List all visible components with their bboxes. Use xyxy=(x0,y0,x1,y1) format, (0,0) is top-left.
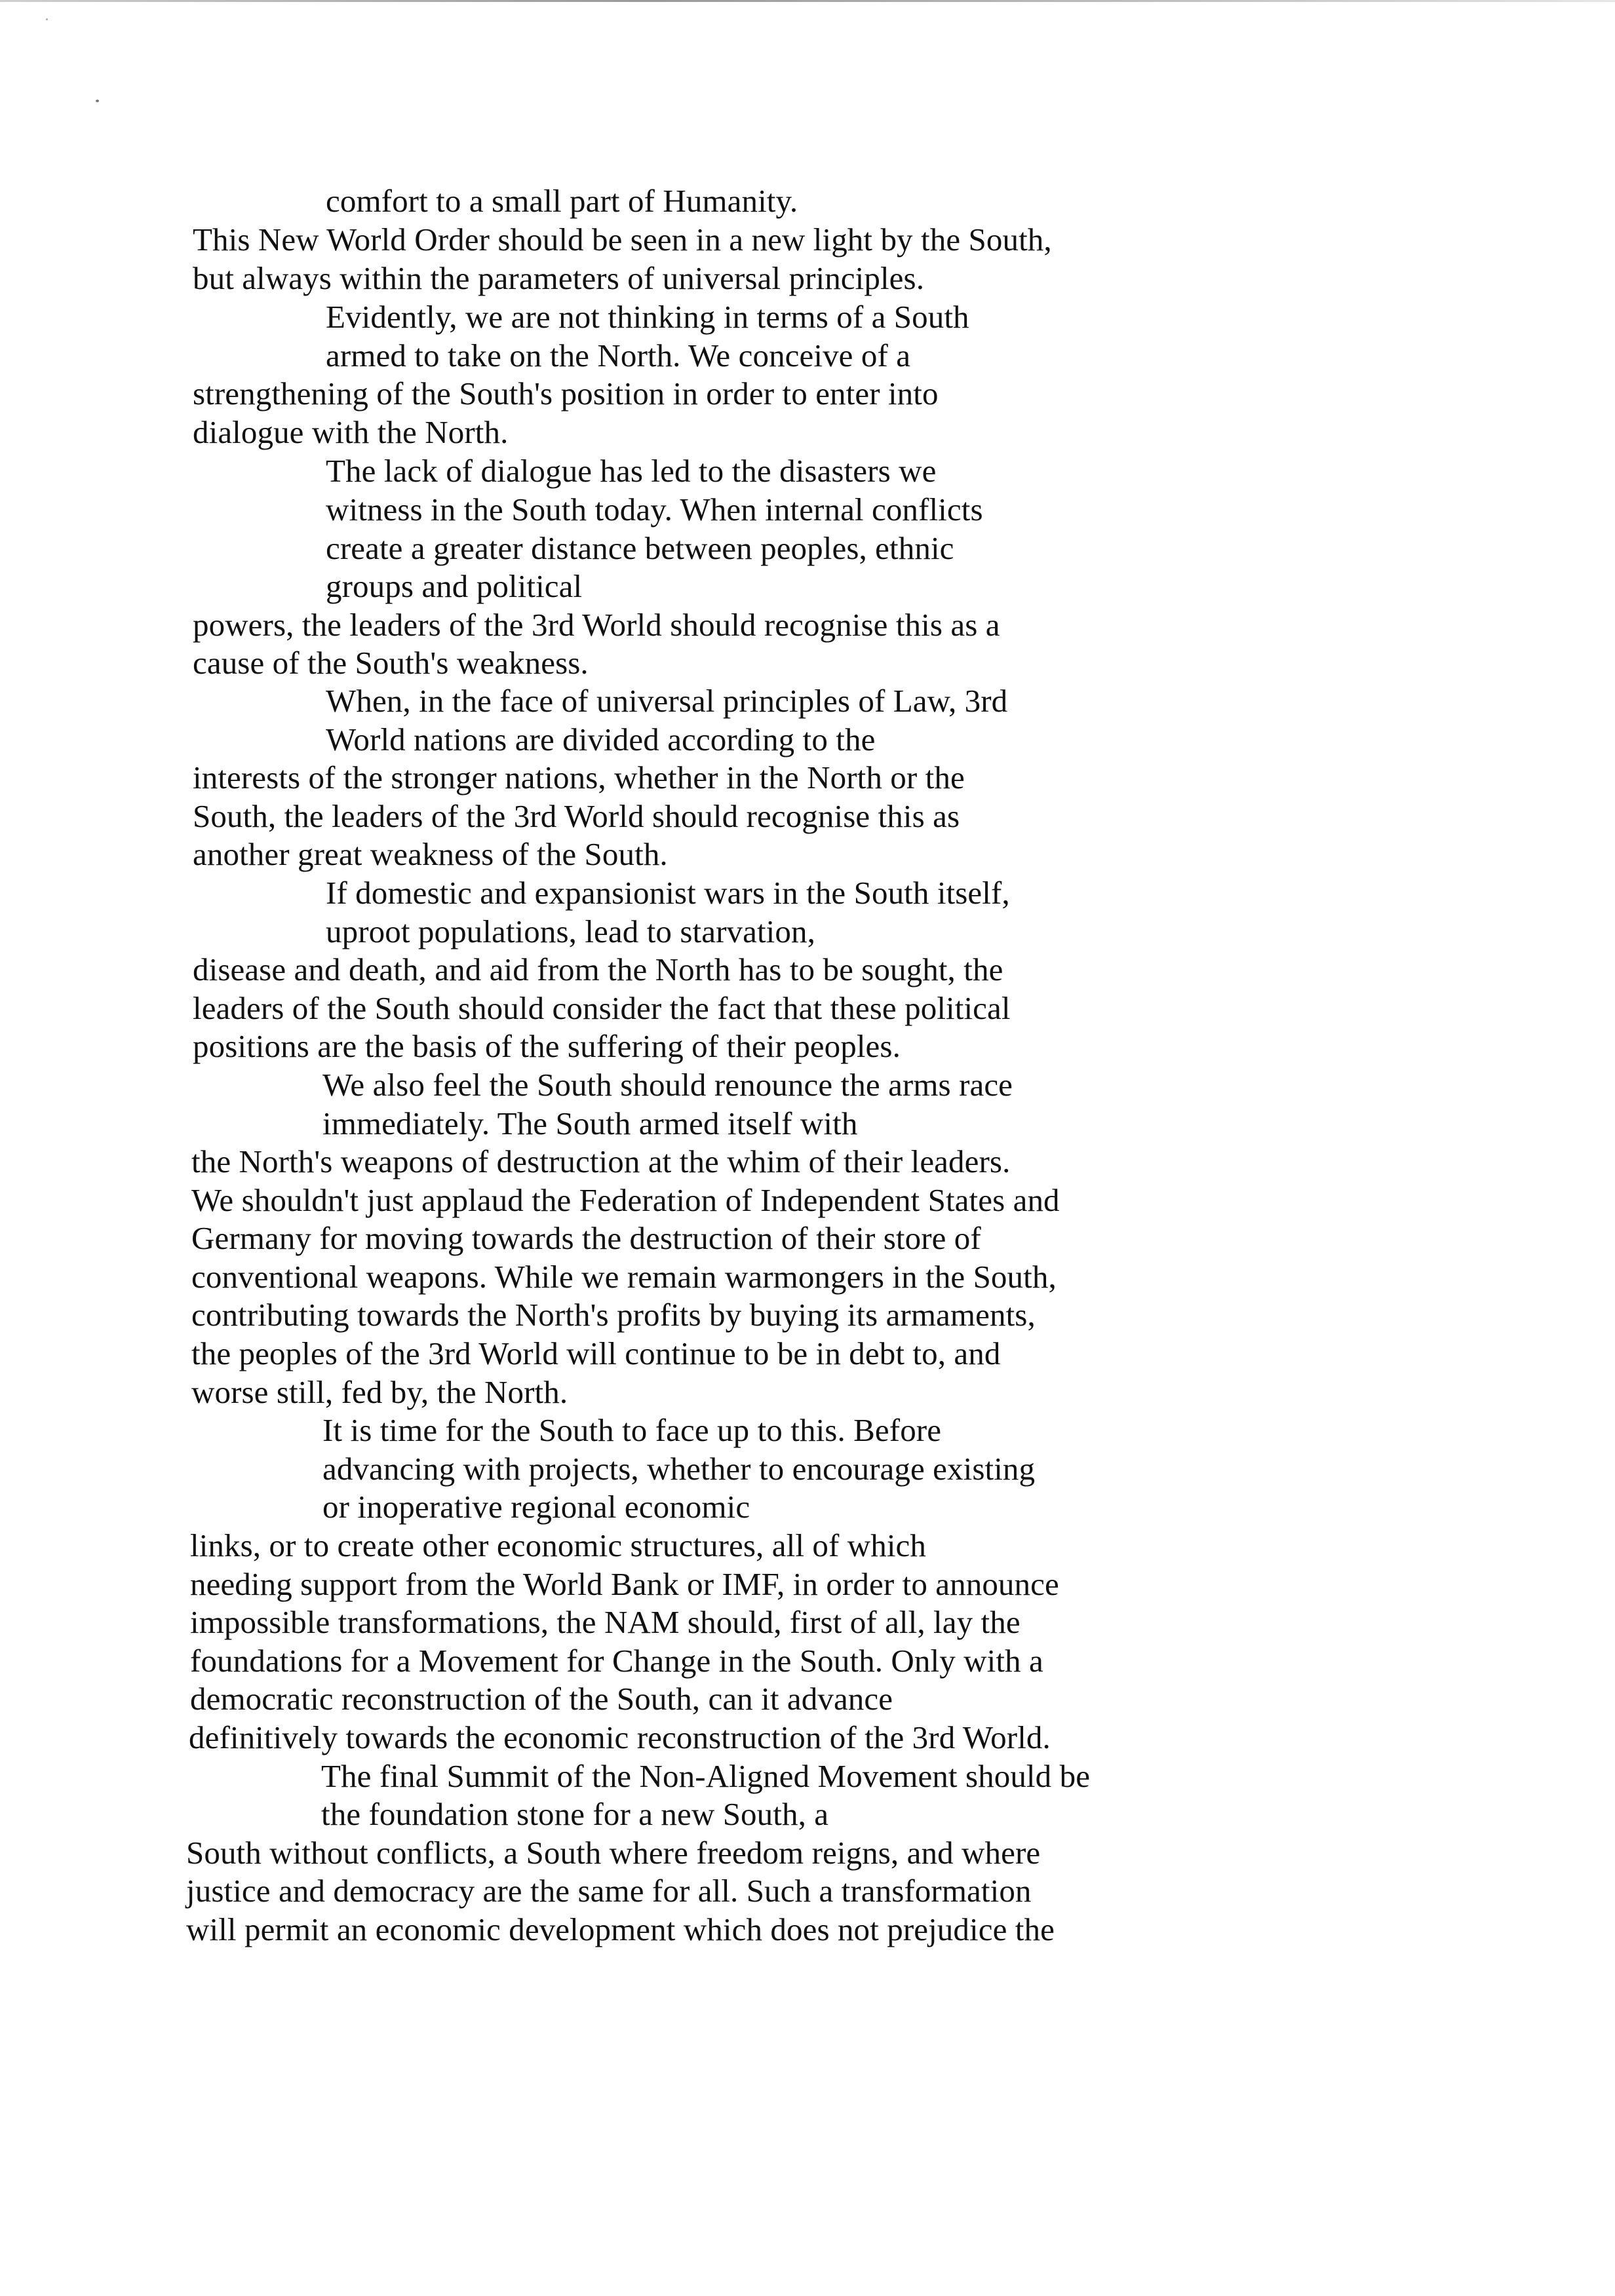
text-line: or inoperative regional economic xyxy=(322,1489,750,1525)
text-line: impossible transformations, the NAM should, first of all, lay the xyxy=(190,1604,1021,1640)
text-line: powers, the leaders of the 3rd World should recognise this as a xyxy=(193,607,1000,643)
text-line: disease and death, and aid from the North has to be sought, the xyxy=(193,951,1003,987)
text-line: We also feel the South should renounce the arms race xyxy=(322,1067,1013,1103)
text-line: foundations for a Movement for Change in the South. Only with a xyxy=(190,1643,1043,1679)
text-line: links, or to create other economic structures, all of which xyxy=(190,1527,926,1563)
text-line: advancing with projects, whether to encourage existing xyxy=(322,1451,1036,1487)
text-line: contributing towards the North's profits by buying its armaments, xyxy=(191,1297,1036,1333)
text-line: It is time for the South to face up to this. Before xyxy=(322,1412,942,1448)
text-line: cause of the South's weakness. xyxy=(193,645,589,681)
text-line: needing support from the World Bank or IMF, in order to announce xyxy=(190,1566,1059,1602)
text-line: The final Summit of the Non-Aligned Movement should be xyxy=(321,1758,1091,1794)
text-line: create a greater distance between peoples, ethnic xyxy=(326,530,954,566)
text-line: worse still, fed by, the North. xyxy=(191,1374,568,1410)
text-line: World nations are divided according to the xyxy=(326,721,876,757)
text-line: dialogue with the North. xyxy=(193,414,509,450)
text-line: uproot populations, lead to starvation, xyxy=(326,913,815,949)
text-line: conventional weapons. While we remain warmongers in the South, xyxy=(191,1259,1057,1295)
text-line: the North's weapons of destruction at the whim of their leaders. xyxy=(191,1143,1011,1179)
text-line: the peoples of the 3rd World will continue to be in debt to, and xyxy=(191,1335,1001,1371)
text-line: interests of the stronger nations, whether in the North or the xyxy=(193,759,965,795)
text-line: will permit an economic development which does not prejudice the xyxy=(186,1911,1055,1947)
text-line: South, the leaders of the 3rd World should recognise this as xyxy=(193,798,960,834)
text-line: democratic reconstruction of the South, can it advance xyxy=(190,1681,893,1717)
text-line: definitively towards the economic reconstruction of the 3rd World. xyxy=(189,1719,1051,1755)
text-line: Evidently, we are not thinking in terms of a South xyxy=(326,299,969,335)
text-line: When, in the face of universal principles of Law, 3rd xyxy=(326,683,1008,719)
text-line: armed to take on the North. We conceive of a xyxy=(326,337,911,373)
text-line: another great weakness of the South. xyxy=(193,836,668,872)
text-line: the foundation stone for a new South, a xyxy=(321,1796,829,1832)
text-line: This New World Order should be seen in a new light by the South, xyxy=(193,221,1052,258)
text-line: leaders of the South should consider the fact that these political xyxy=(193,990,1011,1026)
text-line: comfort to a small part of Humanity. xyxy=(326,183,798,219)
text-line: strengthening of the South's position in order to enter into xyxy=(193,375,939,411)
text-line: The lack of dialogue has led to the disasters we xyxy=(326,453,937,489)
text-line: but always within the parameters of universal principles. xyxy=(193,260,925,296)
text-line: If domestic and expansionist wars in the South itself, xyxy=(326,875,1010,911)
text-line: We shouldn't just applaud the Federation of Independent States and xyxy=(191,1182,1060,1218)
text-line: South without conflicts, a South where freedom reigns, and where xyxy=(186,1835,1041,1871)
text-line: justice and democracy are the same for all. Such a transformation xyxy=(186,1873,1032,1909)
text-line: witness in the South today. When internal conflicts xyxy=(326,491,983,527)
text-line: Germany for moving towards the destruction of their store of xyxy=(191,1220,981,1256)
text-line: groups and political xyxy=(326,568,583,604)
text-line: immediately. The South armed itself with xyxy=(322,1105,858,1141)
text-line: positions are the basis of the suffering of their peoples. xyxy=(193,1028,901,1064)
